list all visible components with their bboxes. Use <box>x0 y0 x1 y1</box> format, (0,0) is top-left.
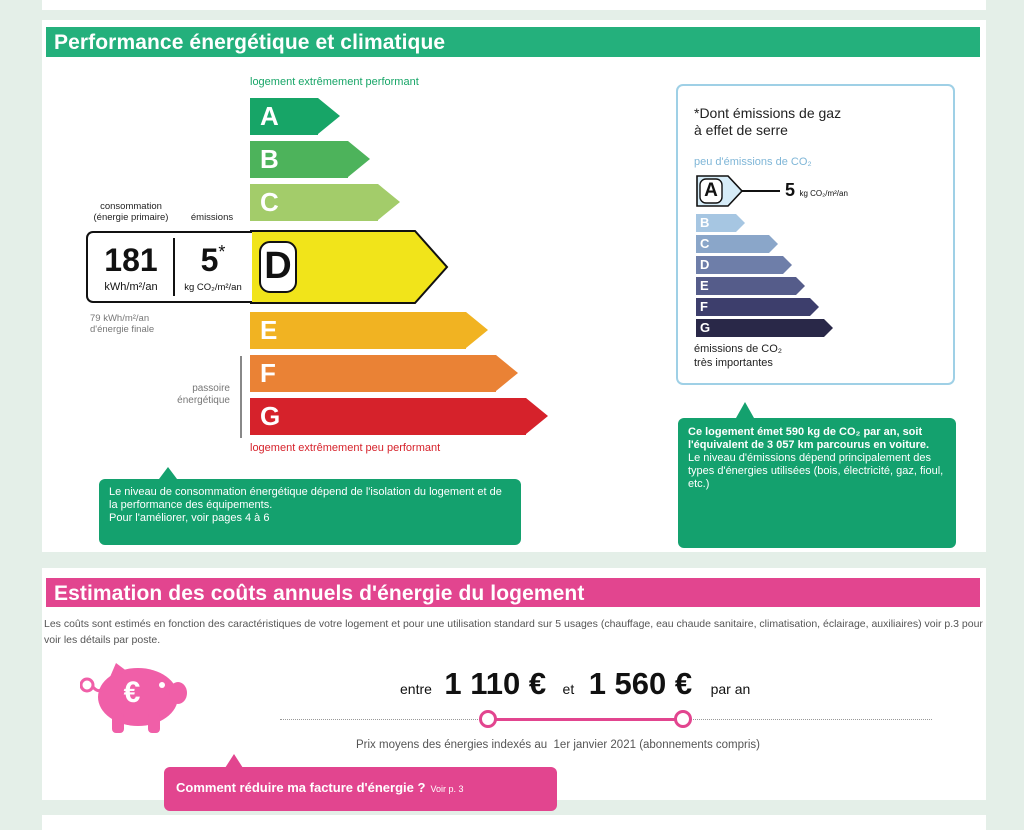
energy-class-g-letter: G <box>260 401 281 431</box>
ghg-class-g-bar <box>696 319 824 337</box>
passoire-label: passoire énergétique <box>177 383 230 406</box>
energy-class-f-bar <box>250 355 496 392</box>
cost-max-marker <box>674 710 692 728</box>
consumption-divider <box>173 238 175 296</box>
energy-current-class-letter: D <box>264 245 292 287</box>
consumption-unit: kWh/m²/an <box>104 281 158 293</box>
energy-top-label: logement extrêmement performant <box>250 76 419 88</box>
energy-class-g-bar <box>250 398 526 435</box>
ghg-class-f-letter: F <box>700 299 708 314</box>
ghg-class-b-bar <box>696 214 736 232</box>
ghg-class-c-letter: C <box>700 236 710 251</box>
ghg-value-wrap <box>785 180 848 201</box>
consumption-header: consommation (énergie primaire) <box>93 201 169 223</box>
cost-range <box>400 666 750 702</box>
ghg-bubble-tip <box>736 402 754 418</box>
next-panel-remnant <box>42 815 986 830</box>
reduce-bill-link[interactable] <box>164 767 557 811</box>
ghg-bottom-label: émissions de CO₂ très importantes <box>694 343 783 369</box>
reduce-bubble-tip <box>225 754 243 768</box>
energy-class-c-bar <box>250 184 378 221</box>
energy-info-bubble: Le niveau de consommation énergétique dépend de l'isolation du logement et de la performance des équipements. Pour l'améliorer, voir pages 4 à 6 <box>99 479 521 545</box>
ghg-class-c-bar <box>696 235 769 253</box>
ghg-value: 5 <box>785 180 796 200</box>
ghg-class-f-bar <box>696 298 810 316</box>
ghg-pointer-line <box>742 190 780 192</box>
emissions-star: * <box>218 242 226 262</box>
top-panel-remnant <box>42 0 986 10</box>
energy-class-f-letter: F <box>260 358 276 388</box>
ghg-unit: kg CO₂/m²/an <box>799 189 848 198</box>
emissions-unit: kg CO₂/m²/an <box>184 282 242 293</box>
cost-max: 1 560 € <box>588 666 693 701</box>
reduce-bill-ref: Voir p. 3 <box>430 784 464 794</box>
energy-class-e-letter: E <box>260 315 278 345</box>
energy-class-c-letter: C <box>260 187 279 217</box>
reduce-bill-label: Comment réduire ma facture d'énergie ? <box>176 780 426 795</box>
final-energy-note: 79 kWh/m²/an d'énergie finale <box>90 313 155 335</box>
ghg-bubble-bold: Ce logement émet 590 kg de CO₂ par an, soit l'équivalent de 3 057 km parcourus en voiture. <box>688 426 930 451</box>
cost-range-bar <box>488 718 684 721</box>
energy-class-b-letter: B <box>260 144 279 174</box>
energy-class-e-bar <box>250 312 466 349</box>
piggy-euro-symbol: € <box>123 676 141 709</box>
cost-and-label: et <box>562 681 575 697</box>
emissions-value-wrap <box>178 242 248 278</box>
costs-section-title: Estimation des coûts annuels d'énergie du logement <box>46 578 980 607</box>
ghg-class-d-letter: D <box>700 257 710 272</box>
energy-bubble-tip <box>159 467 177 479</box>
cost-min-marker <box>479 710 497 728</box>
emissions-value: 5 <box>200 242 219 278</box>
ghg-info-bubble <box>678 418 956 548</box>
ghg-top-label: peu d'émissions de CO₂ <box>694 156 812 168</box>
prices-note: Prix moyens des énergies indexés au 1er janvier 2021 (abonnements compris) <box>356 739 760 751</box>
ghg-class-d-bar <box>696 256 783 274</box>
costs-intro: Les coûts sont estimés en fonction des caractéristiques de votre logement et pour une utilisation standard sur 5 usages (chauffage, eau chaude sanitaire, climatisation, éclairage, auxiliaires) voir p.3 pour voir les détails par poste. <box>44 618 983 646</box>
ghg-current-class-letter: A <box>704 180 718 201</box>
cost-between-label: entre <box>400 681 432 697</box>
ghg-class-b-letter: B <box>700 215 710 230</box>
cost-min: 1 110 € <box>444 666 547 701</box>
ghg-class-e-letter: E <box>700 278 709 293</box>
energy-class-b-bar <box>250 141 348 178</box>
ghg-title: *Dont émissions de gaz à effet de serre <box>694 105 842 138</box>
energy-bottom-label: logement extrêmement peu performant <box>250 442 441 454</box>
energy-class-a-bar <box>250 98 318 135</box>
ghg-bubble-text: Le niveau d'émissions dépend principalement des types d'énergies utilisées (bois, électricité, gaz, fioul, etc.) <box>688 452 944 490</box>
cost-per-year: par an <box>710 681 751 697</box>
ghg-class-e-bar <box>696 277 796 295</box>
energy-class-a-letter: A <box>260 101 279 131</box>
emissions-header: émissions <box>190 212 234 223</box>
energy-section-title: Performance énergétique et climatique <box>46 27 980 57</box>
consumption-value: 181 <box>104 242 158 278</box>
ghg-class-g-letter: G <box>700 320 711 335</box>
passoire-bracket <box>240 356 242 438</box>
